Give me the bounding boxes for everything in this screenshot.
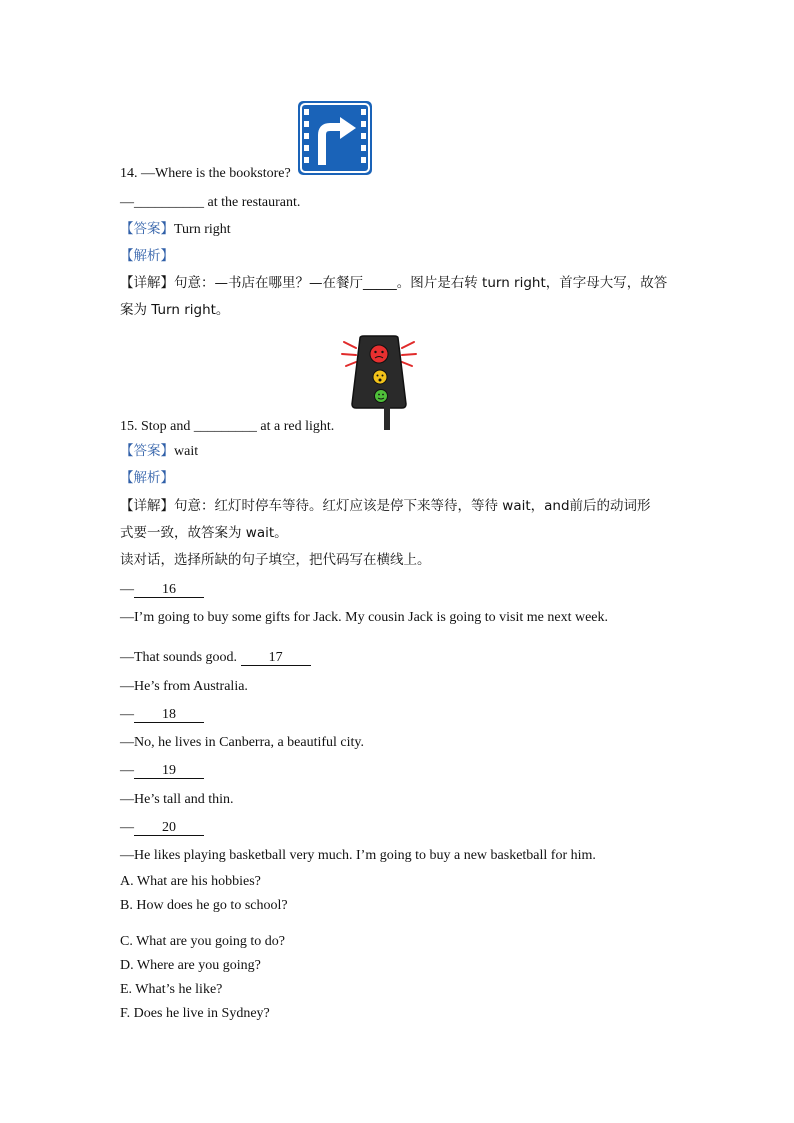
dialogue-line-16: — 16 xyxy=(120,581,204,599)
turn-right-sign-icon xyxy=(298,101,372,175)
blank-19: 19 xyxy=(134,763,204,779)
traffic-light-icon xyxy=(340,334,418,432)
option-d: D. Where are you going? xyxy=(120,958,261,973)
dialogue-line-19: — 19 xyxy=(120,762,204,780)
q15-analysis-tag: 【解析】 xyxy=(120,470,174,486)
blank-17: 17 xyxy=(241,650,311,666)
q15-detail-1: 【详解】句意：红灯时停车等待。红灯应该是停下来等待，等待 wait，and前后的动词形 xyxy=(120,498,651,514)
q14-response: —__________ at the restaurant. xyxy=(120,195,301,210)
dialogue-line-17b: —He’s from Australia. xyxy=(120,679,248,694)
dialogue-line-20b: —He likes playing basketball very much. I’m going to buy a new basketball for him. xyxy=(120,848,596,863)
q14-question: 14. —Where is the bookstore? xyxy=(120,166,291,181)
option-c: C. What are you going to do? xyxy=(120,934,285,949)
option-f: F. Does he live in Sydney? xyxy=(120,1006,270,1021)
q14-detail-2: 案为 Turn right。 xyxy=(120,302,230,318)
blank-18: 18 xyxy=(134,707,204,723)
dialogue-line-18b: —No, he lives in Canberra, a beautiful city. xyxy=(120,735,365,750)
q15-detail-2: 式要一致，故答案为 wait。 xyxy=(120,525,288,541)
option-b: B. How does he go to school? xyxy=(120,898,288,913)
blank-16: 16 xyxy=(134,582,204,598)
q14-analysis-tag: 【解析】 xyxy=(120,248,174,264)
q14-answer: 【答案】Turn right xyxy=(120,221,231,237)
dialogue-line-17: —That sounds good. 17 xyxy=(120,649,311,667)
answer-tag: 【答案】 xyxy=(120,221,174,237)
dialogue-line-20: — 20 xyxy=(120,819,204,837)
dialogue-line-18: — 18 xyxy=(120,706,204,724)
answer-tag: 【答案】 xyxy=(120,443,174,459)
q15-answer: 【答案】wait xyxy=(120,443,199,459)
q14-blank: __________ xyxy=(134,195,204,210)
blank-20: 20 xyxy=(134,820,204,836)
dialogue-line-19b: —He’s tall and thin. xyxy=(120,792,234,807)
dialogue-instruction: 读对话，选择所缺的句子填空，把代码写在横线上。 xyxy=(120,552,431,568)
q15-blank: _________ xyxy=(193,419,257,434)
dialogue-line-16b: —I’m going to buy some gifts for Jack. My cousin Jack is going to visit me next week. xyxy=(120,610,608,625)
q15-question: 15. Stop and _________ at a red light. xyxy=(120,419,335,434)
option-a: A. What are his hobbies? xyxy=(120,874,261,889)
q14-detail-1: 【详解】句意：—书店在哪里？—在餐厅_____。图片是右转 turn right，首字母大写，故答 xyxy=(120,275,668,291)
option-e: E. What’s he like? xyxy=(120,982,223,997)
